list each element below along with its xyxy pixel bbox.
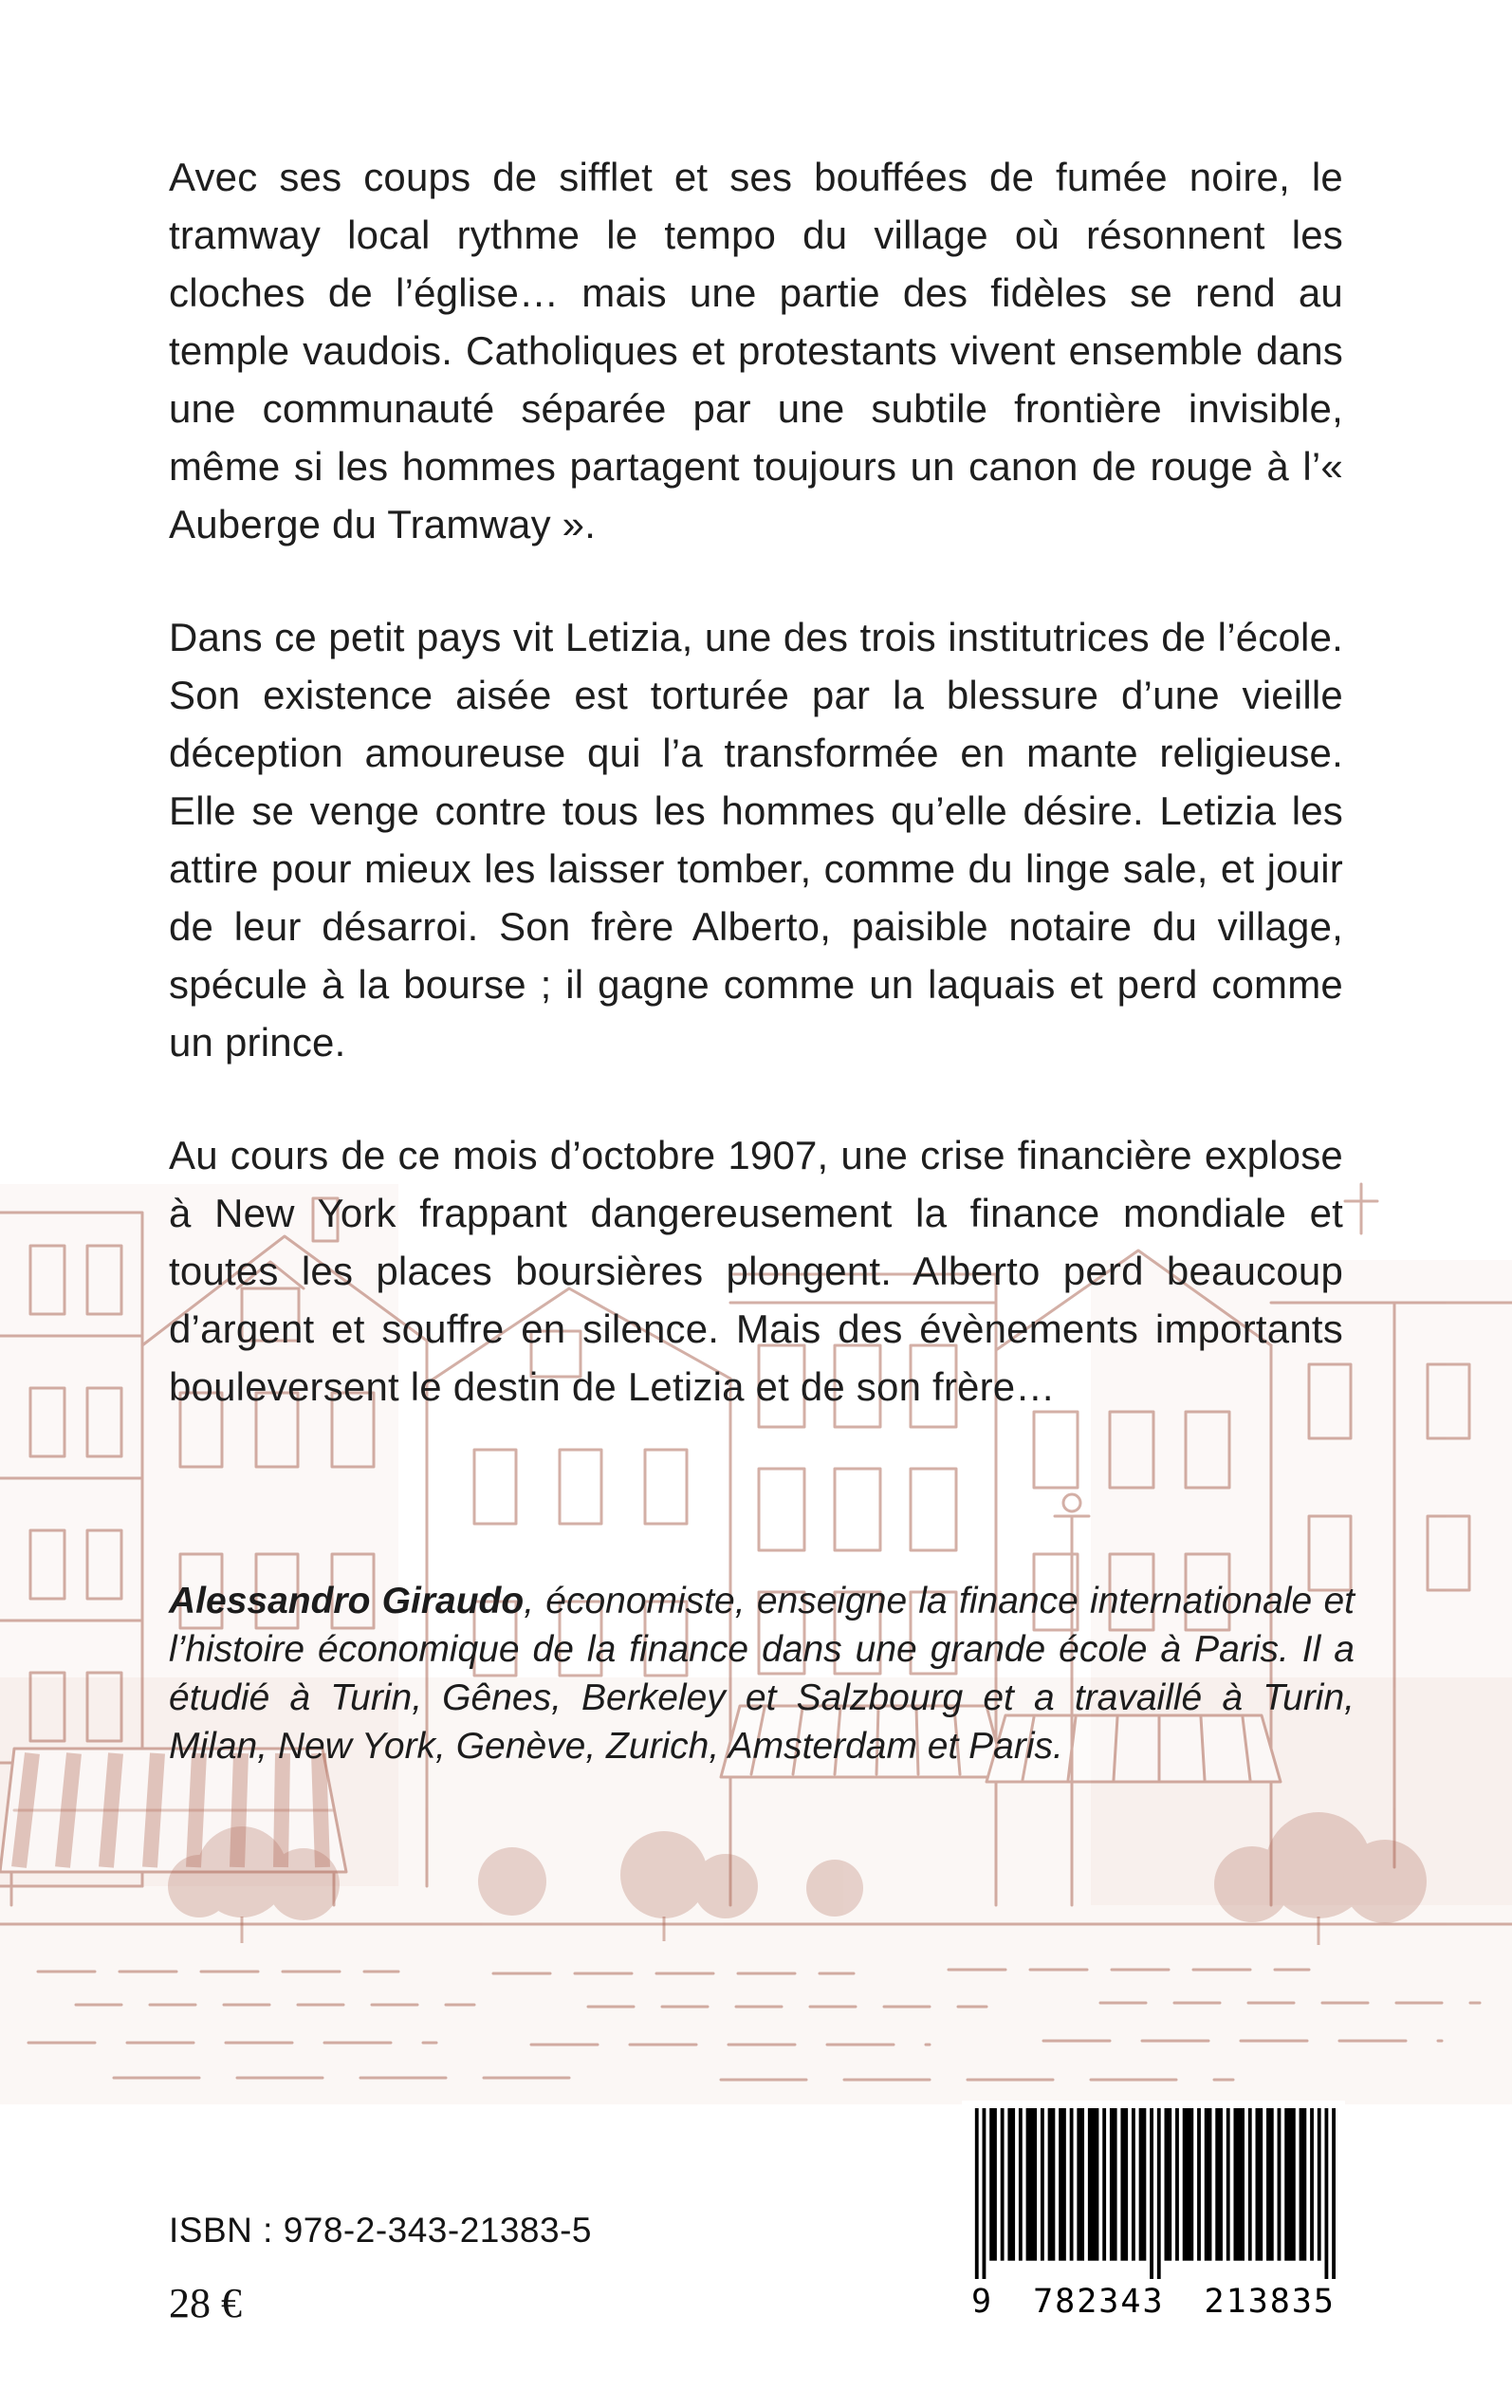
barcode-digits — [971, 2283, 1336, 2321]
synopsis-paragraph-1: Avec ses coups de sifflet et ses bouffées de fumée noire, le tramway local rythme le tempo du village où résonnent les cloches de l’église… mais une partie des fidèles se rend au temple vaudois. Catholiques et protestants vivent ensemble dans une communauté séparée par une subtile frontière invisible, même si les hommes partagent toujours un canon de rouge à l’« Auberge du Tramway ». — [169, 155, 1343, 546]
barcode-digit-first: 9 — [971, 2283, 994, 2321]
barcode — [962, 2101, 1345, 2338]
synopsis-paragraph-3: Au cours de ce mois d’octobre 1907, une crise financière explose à New York frappant dangereusement la finance mondiale et toutes les places boursières plongent. Alberto perd beaucoup d’argent et souffre en silence. Mais des évènements importants bouleversent le destin de Letizia et de son frère… — [169, 1133, 1343, 1409]
synopsis-paragraph-2: Dans ce petit pays vit Letizia, une des trois institutrices de l’école. Son existence aisée est torturée par la blessure d’une vieille déception amoureuse qui l’a transformée en mante religieuse. Elle se venge contre tous les hommes qu’elle désire. Letizia les attire pour mieux les laisser tomber, comme du linge sale, et jouir de leur désarroi. Son frère Alberto, paisible notaire du village, spécule à la bourse ; il gagne comme un laquais et perd comme un prince. — [169, 615, 1343, 1065]
barcode-digit-left-group: 782343 — [1033, 2283, 1165, 2321]
price-text: 28 € — [169, 2280, 242, 2326]
synopsis — [169, 148, 1343, 1471]
isbn-text: ISBN : 978-2-343-21383-5 — [169, 2211, 592, 2250]
barcode-digit-right-group: 213835 — [1204, 2283, 1336, 2321]
author-bio-text: , économiste, enseigne la finance internationale et l’histoire économique de la finance dans une grande école à Paris. Il a étudié à Turin, Gênes, Berkeley et Salzbourg et a travaillé à Turin, Milan, New York, Genève, Zurich, Amsterdam et Paris. — [169, 1581, 1355, 1767]
author-bio — [169, 1577, 1355, 1770]
barcode-bars — [971, 2108, 1336, 2279]
author-name: Alessandro Giraudo — [169, 1581, 525, 1621]
